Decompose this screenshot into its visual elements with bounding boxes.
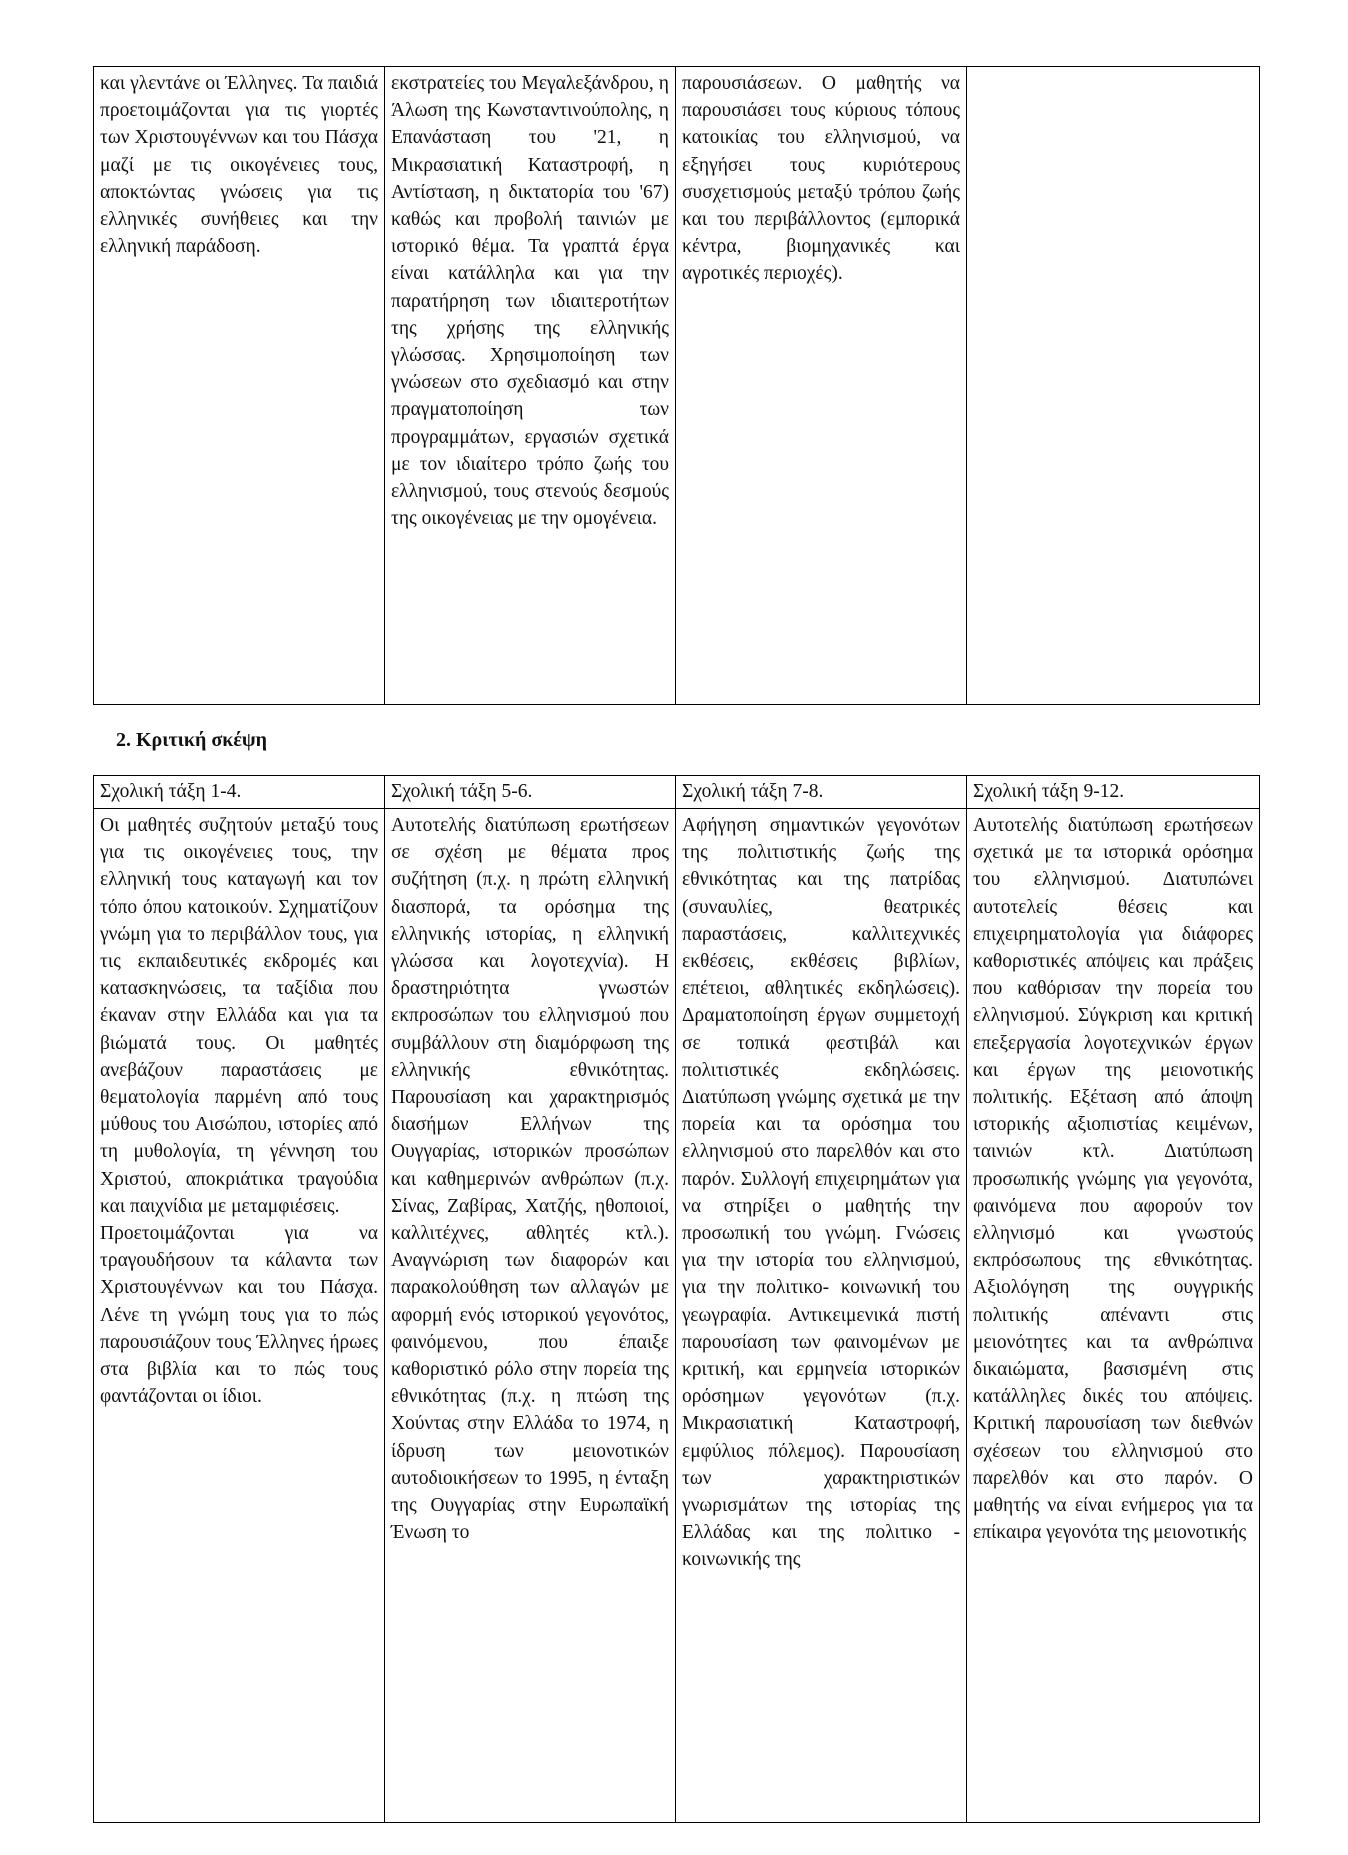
section-heading: 2. Κριτική σκέψη bbox=[116, 729, 267, 751]
continued-cell-grade-1-4 bbox=[94, 67, 385, 705]
column-header-grade-5-6: Σχολική τάξη 5-6. bbox=[385, 776, 676, 809]
cell-text: Αυτοτελής διατύπωση ερωτήσεων σε σχέση με θέματα προς συζήτηση (π.χ. η πρώτη ελληνική διασπορά, τα ορόσημα της ελληνικής ιστορίας, η ελληνική γλώσσα και λογοτεχνία). Η δραστηριότητα γνωστών εκπροσώπων του ελληνισμού που συμβάλλουν στη διαμόρφωση της ελληνικής εθνικότητας. Παρουσίαση και χαρακτηρισμός διασήμων Ελλήνων της Ουγγαρίας, ιστορικών προσώπων και καθημερινών ανθρώπων (π.χ. Σίνας, Ζαβίρας, Χατζής, ηθοποιοί, καλλιτέχνες, αθλητές κτλ.). Αναγνώριση των διαφορών και παρακολούθηση των αλλαγών με αφορμή ενός ιστορικού γεγονότος, φαινόμενου, που έπαιξε καθοριστικό ρόλο στην πορεία της εθνικότητας (π.χ. η πτώση της Χούντας στην Ελλάδα το 1974, η ίδρυση των μειονοτικών αυτοδιοικήσεων το 1995, η ένταξη της Ουγγαρίας στην Ευρωπαϊκή Ένωση το bbox=[391, 815, 669, 1544]
cell-text: παρουσιάσεων. Ο μαθητής να παρουσιάσει τους κύριους τόπους κατοικίας του ελληνισμού, να εξηγήσει τους κυριότερους συσχετισμούς μεταξύ τρόπου ζωής και του περιβάλλοντος (εμπορικά κέντρα, βιομηχανικές και αγροτικές περιοχές). bbox=[682, 73, 960, 285]
cell-text: Αφήγηση σημαντικών γεγονότων της πολιτιστικής ζωής της εθνικότητας και της πατρίδας (συναυλίες, θεατρικές παραστάσεις, καλλιτεχνικές εκθέσεις, εκθέσεις βιβλίων, επέτειοι, αθλητικές εκδηλώσεις). Δραματοποίηση έργων συμμετοχή σε τοπικά φεστιβάλ και πολιτιστικές εκδηλώσεις. Διατύπωση γνώμης σχετικά με την πορεία και τα ορόσημα του ελληνισμού στο παρελθόν και στο παρόν. Συλλογή επιχειρημάτων για να στηρίξει ο μαθητής την προσωπική του γνώμη. Γνώσεις για την ιστορία του ελληνισμού, για την πολιτικο- κοινωνική του γεωγραφία. Αντικειμενικά πιστή παρουσίαση των φαινομένων με κριτική, και ερμηνεία ιστορικών ορόσημων γεγονότων (π.χ. Μικρασιατική Καταστροφή, εμφύλιος πόλεμος). Παρουσίαση των χαρακτηριστικών γνωρισμάτων της ιστορίας της Ελλάδας και της πολιτικο - κοινωνικής της bbox=[682, 815, 960, 1571]
table-row bbox=[94, 67, 1260, 705]
cell-text: εκστρατείες του Μεγαλεξάνδρου, η Άλωση της Κωνσταντινούπολης, η Επανάσταση του '21, η Μικρασιατική Καταστροφή, η Αντίσταση, η δικτατορία του '67) καθώς και προβολή ταινιών με ιστορικό θέμα. Τα γραπτά έργα είναι κατάλληλα και για την παρατήρηση των ιδιαιτεροτήτων της χρήσης της ελληνικής γλώσσας. Χρησιμοποίηση των γνώσεων στο σχεδιασμό και στην πραγματοποίηση των προγραμμάτων, εργασιών σχετικά με τον ιδιαίτερο τρόπο ζωής του ελληνισμού, τους στενούς δεσμούς της οικογένειας με την ομογένεια. bbox=[391, 73, 669, 530]
cell-grade-1-4 bbox=[94, 809, 385, 1823]
cell-text: Οι μαθητές συζητούν μεταξύ τους για τις οικογένειες τους, την ελληνική τους καταγωγή και τον τόπο όπου κατοικούν. Σχηματίζουν γνώμη για το περιβάλλον τους, για τις εκπαιδευτικές εκδρομές και κατασκηνώσεις, τα ταξίδια που έκαναν στην Ελλάδα και για τα βιώματά τους. Οι μαθητές ανεβάζουν παραστάσεις με θεματολογία παρμένη από τους μύθους του Αισώπου, ιστορίες από τη μυθολογία, τη γέννηση του Χριστού, αποκριάτικα τραγούδια και παιχνίδια με μεταμφιέσεις. Προετοιμάζονται για να τραγουδήσουν τα κάλαντα των Χριστουγέννων και του Πάσχα. Λένε τη γνώμη τους για το πώς παρουσιάζουν τους Έλληνες ήρωες στα βιβλία και το πώς τους φαντάζονται οι ίδιοι. bbox=[100, 815, 378, 1408]
column-header-grade-7-8: Σχολική τάξη 7-8. bbox=[676, 776, 967, 809]
cell-grade-9-12 bbox=[967, 809, 1260, 1823]
continued-curriculum-table bbox=[93, 66, 1260, 705]
cell-grade-5-6 bbox=[385, 809, 676, 1823]
continued-cell-grade-5-6 bbox=[385, 67, 676, 705]
cell-text: Αυτοτελής διατύπωση ερωτήσεων σχετικά με τα ιστορικά ορόσημα του ελληνισμού. Διατυπώνει αυτοτελείς θέσεις και επιχειρηματολογία για διάφορες καθοριστικές απόψεις και πράξεις που καθόρισαν την πορεία του ελληνισμού. Σύγκριση και κριτική επεξεργασία λογοτεχνικών έργων και έργων της μειονοτικής πολιτικής. Εξέταση από άποψη ιστορικής αξιοπιστίας κειμένων, ταινιών κτλ. Διατύπωση προσωπικής γνώμης για γεγονότα, φαινόμενα που αφορούν τον ελληνισμό και γνωστούς εκπρόσωπους της εθνικότητας. Αξιολόγηση της ουγγρικής πολιτικής απέναντι στις μειονότητες και τα ανθρώπινα δικαιώματα, βασισμένη στις κατάλληλες δικές του απόψεις. Κριτική παρουσίαση των διεθνών σχέσεων του ελληνισμού στο παρελθόν και στο παρόν. Ο μαθητής να είναι ενήμερος για τα επίκαιρα γεγονότα της μειονοτικής bbox=[973, 815, 1253, 1544]
cell-grade-7-8 bbox=[676, 809, 967, 1823]
continued-cell-grade-9-12 bbox=[967, 67, 1260, 705]
critical-thinking-table bbox=[93, 775, 1260, 1823]
table-row bbox=[94, 809, 1260, 1823]
continued-cell-grade-7-8 bbox=[676, 67, 967, 705]
cell-text: και γλεντάνε οι Έλληνες. Τα παιδιά προετοιμάζονται για τις γιορτές των Χριστουγέννων και του Πάσχα μαζί με τις οικογένειες τους, αποκτώντας γνώσεις για τις ελληνικές συνήθειες και την ελληνική παράδοση. bbox=[100, 73, 378, 258]
header-row bbox=[94, 776, 1260, 809]
column-header-grade-1-4: Σχολική τάξη 1-4. bbox=[94, 776, 385, 809]
column-header-grade-9-12: Σχολική τάξη 9-12. bbox=[967, 776, 1260, 809]
